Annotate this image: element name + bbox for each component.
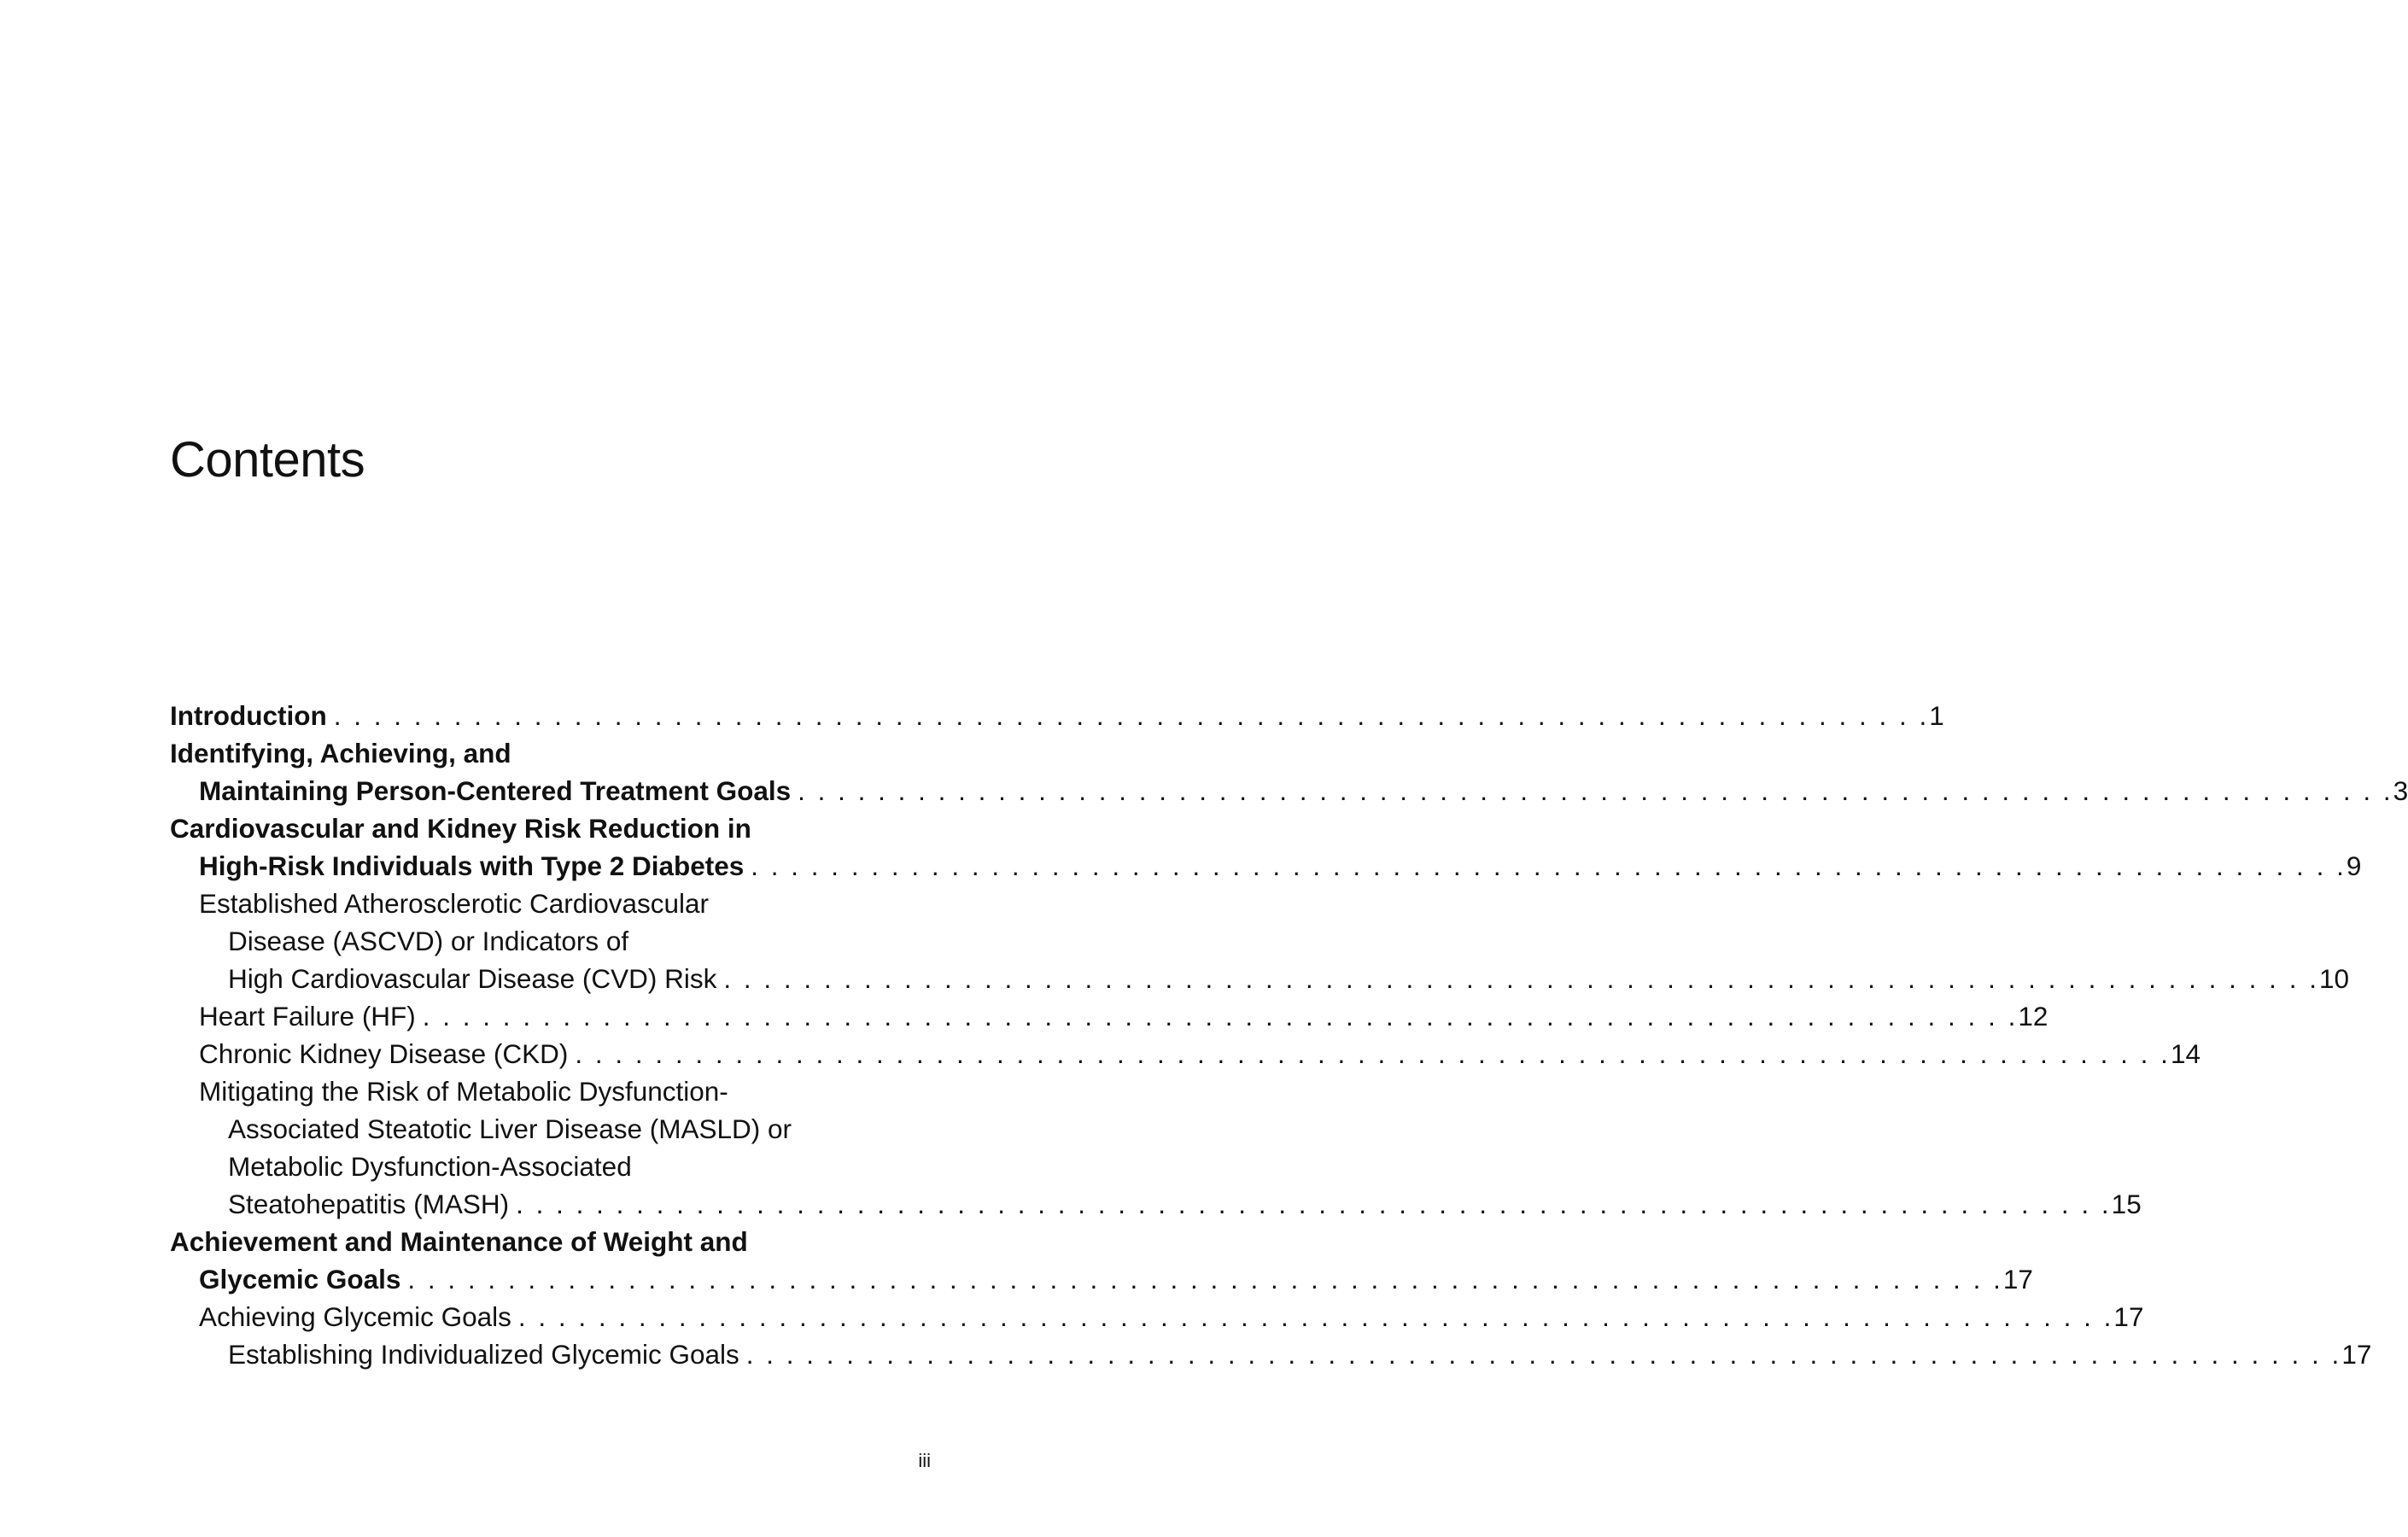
- toc-entry-page: 3: [2393, 775, 2408, 806]
- toc-entry-title: Steatohepatitis (MASH): [228, 1189, 510, 1219]
- toc-entry[interactable]: [170, 1185, 2142, 1223]
- toc-entry[interactable]: [170, 885, 931, 922]
- dot-leader: . . . . . . . . . . . . . . . . . . . . . . . . . . . . . . . . . . . . . . . . . . . . . . . . . . . . . . . . . . . . . . . . . . . . . . . . . . . . . . . .: [751, 850, 2347, 881]
- toc-entry[interactable]: [170, 847, 2362, 885]
- toc-entry-title: Heart Failure (HF): [199, 1001, 416, 1031]
- toc-entry[interactable]: [170, 809, 931, 847]
- dot-leader: . . . . . . . . . . . . . . . . . . . . . . . . . . . . . . . . . . . . . . . . . . . . . . . . . . . . . . . . . . . . . . . . . . . . . . . . . . . . . . . .: [798, 775, 2393, 806]
- toc-entry-title: Introduction: [170, 700, 327, 731]
- toc-entry-page: 17: [2341, 1339, 2372, 1370]
- dot-leader: . . . . . . . . . . . . . . . . . . . . . . . . . . . . . . . . . . . . . . . . . . . . . . . . . . . . . . . . . . . . . . . . . . . . . . . . . . . . . . . .: [516, 1189, 2112, 1219]
- toc-entry-title: Cardiovascular and Kidney Risk Reduction in: [170, 813, 751, 844]
- dot-leader: . . . . . . . . . . . . . . . . . . . . . . . . . . . . . . . . . . . . . . . . . . . . . . . . . . . . . . . . . . . . . . . . . . . . . . . . . . . . . . . .: [333, 700, 1930, 731]
- toc-entry-page: 17: [2002, 1264, 2033, 1294]
- toc-entry-title: Mitigating the Risk of Metabolic Dysfunction-: [199, 1076, 728, 1107]
- toc-entry-title: Metabolic Dysfunction-Associated: [228, 1151, 632, 1182]
- dot-leader: . . . . . . . . . . . . . . . . . . . . . . . . . . . . . . . . . . . . . . . . . . . . . . . . . . . . . . . . . . . . . . . . . . . . . . . . . . . . . . . .: [422, 1001, 2019, 1031]
- toc-entry[interactable]: [170, 1110, 931, 1148]
- toc-entry-page: 17: [2113, 1301, 2144, 1332]
- toc-entry-page: 14: [2170, 1038, 2201, 1069]
- toc-entry[interactable]: [170, 1148, 931, 1185]
- toc-entry[interactable]: [170, 922, 931, 960]
- toc-entry[interactable]: [170, 697, 1944, 734]
- toc-entry[interactable]: [170, 1260, 2033, 1298]
- toc-entry-page: 9: [2346, 850, 2362, 881]
- page-number: iii: [918, 1450, 931, 1471]
- toc-entry-page: 10: [2318, 963, 2349, 994]
- toc-entry[interactable]: [170, 1072, 931, 1110]
- toc-entry[interactable]: [170, 960, 2349, 997]
- toc-entry-title: Established Atherosclerotic Cardiovascular: [199, 888, 710, 919]
- toc-entry[interactable]: [170, 772, 2408, 809]
- toc-entry-title: High-Risk Individuals with Type 2 Diabetes: [199, 850, 745, 881]
- toc-entry-title: Achieving Glycemic Goals: [199, 1301, 511, 1332]
- toc-entry-title: Disease (ASCVD) or Indicators of: [228, 926, 629, 956]
- table-of-contents: [170, 697, 2408, 1373]
- toc-entry-title: High Cardiovascular Disease (CVD) Risk: [228, 963, 717, 994]
- toc-entry-title: Identifying, Achieving, and: [170, 738, 511, 768]
- toc-entry-page: 12: [2018, 1001, 2049, 1031]
- page-title: Contents: [170, 432, 365, 488]
- dot-leader: . . . . . . . . . . . . . . . . . . . . . . . . . . . . . . . . . . . . . . . . . . . . . . . . . . . . . . . . . . . . . . . . . . . . . . . . . . . . . . . .: [575, 1038, 2171, 1069]
- toc-entry[interactable]: [170, 1335, 2372, 1373]
- toc-entry-title: Associated Steatotic Liver Disease (MASLD) or: [228, 1113, 792, 1144]
- toc-entry-page: 1: [1929, 700, 1944, 731]
- dot-leader: . . . . . . . . . . . . . . . . . . . . . . . . . . . . . . . . . . . . . . . . . . . . . . . . . . . . . . . . . . . . . . . . . . . . . . . . . . . . . . . .: [745, 1339, 2342, 1370]
- dot-leader: . . . . . . . . . . . . . . . . . . . . . . . . . . . . . . . . . . . . . . . . . . . . . . . . . . . . . . . . . . . . . . . . . . . . . . . . . . . . . . . .: [407, 1264, 2003, 1294]
- toc-entry[interactable]: [170, 1223, 931, 1260]
- toc-entry-title: Establishing Individualized Glycemic Goals: [228, 1339, 739, 1370]
- toc-entry[interactable]: [170, 1298, 2144, 1335]
- toc-entry[interactable]: [170, 997, 2049, 1035]
- dot-leader: . . . . . . . . . . . . . . . . . . . . . . . . . . . . . . . . . . . . . . . . . . . . . . . . . . . . . . . . . . . . . . . . . . . . . . . . . . . . . . . .: [723, 963, 2319, 994]
- toc-entry-title: Achievement and Maintenance of Weight and: [170, 1226, 748, 1257]
- toc-entry-page: 15: [2111, 1189, 2142, 1219]
- toc-entry[interactable]: [170, 734, 931, 772]
- toc-entry-title: Glycemic Goals: [199, 1264, 401, 1294]
- toc-entry-title: Chronic Kidney Disease (CKD): [199, 1038, 569, 1069]
- toc-entry-title: Maintaining Person-Centered Treatment Goals: [199, 775, 792, 806]
- dot-leader: . . . . . . . . . . . . . . . . . . . . . . . . . . . . . . . . . . . . . . . . . . . . . . . . . . . . . . . . . . . . . . . . . . . . . . . . . . . . . . . .: [517, 1301, 2114, 1332]
- toc-entry[interactable]: [170, 1035, 2201, 1072]
